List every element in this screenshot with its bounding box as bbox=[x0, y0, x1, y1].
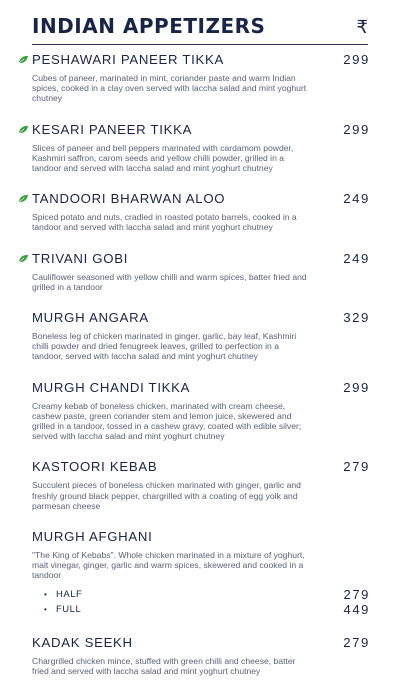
item-name: TANDOORI BHARWAN ALOO bbox=[32, 191, 226, 207]
veg-leaf-icon bbox=[18, 55, 32, 64]
menu-item-row bbox=[18, 529, 370, 544]
menu-item-row bbox=[18, 122, 370, 137]
item-price: 299 bbox=[343, 52, 370, 67]
item-name: MURGH CHANDI TIKKA bbox=[32, 379, 191, 395]
item-price: 329 bbox=[343, 310, 370, 326]
item-description: Cubes of paneer, marinated in mint, coriander paste and warm Indian spices, cooked in a clay oven served with laccha salad and mint yoghurt chutney bbox=[32, 73, 307, 104]
item-description: "The King of Kebabs". Whole chicken marinated in a mixture of yoghurt, malt vinegar, ginger, garlic and warm spices, skewered and cooked in a tandoor bbox=[32, 550, 305, 581]
menu-item bbox=[18, 529, 370, 617]
item-name: MURGH ANGARA bbox=[32, 310, 149, 326]
bullet-icon: • bbox=[44, 589, 47, 599]
item-name: MURGH AFGHANI bbox=[32, 529, 153, 545]
portion-price: 279 bbox=[343, 586, 370, 602]
item-price: 279 bbox=[343, 459, 370, 475]
menu-item bbox=[18, 122, 370, 174]
menu-item-row bbox=[18, 635, 370, 650]
bullet-icon: • bbox=[44, 604, 47, 614]
menu-item bbox=[18, 635, 370, 676]
menu-list bbox=[18, 52, 370, 694]
menu-header bbox=[32, 14, 368, 45]
portion-price: 449 bbox=[343, 601, 370, 617]
veg-leaf-icon bbox=[18, 254, 32, 263]
portion-option bbox=[32, 587, 370, 602]
portion-options bbox=[32, 587, 370, 617]
veg-leaf-icon bbox=[18, 125, 32, 134]
menu-item-row bbox=[18, 459, 370, 474]
menu-item-row bbox=[18, 251, 370, 266]
item-name: KESARI PANEER TIKKA bbox=[32, 121, 193, 137]
item-price: 279 bbox=[343, 634, 370, 650]
item-name: KASTOORI KEBAB bbox=[32, 459, 158, 475]
menu-item bbox=[18, 459, 370, 511]
item-description: Boneless leg of chicken marinated in ginger, garlic, bay leaf, Kashmiri chilli powder and dried fenugreek leaves, grilled to perfection in a tandoor, served with laccha salad and mint yoghurt chutney bbox=[32, 331, 297, 362]
item-price: 299 bbox=[343, 379, 370, 395]
portion-option bbox=[32, 602, 370, 617]
menu-item bbox=[18, 191, 370, 232]
item-description: Succulent pieces of boneless chicken marinated with ginger, garlic and freshly ground black pepper, chargrilled with a coating of egg yolk and parmesan cheese bbox=[32, 480, 301, 511]
currency-symbol: ₹ bbox=[356, 17, 368, 37]
portion-label: HALF bbox=[56, 588, 83, 600]
item-name: KADAK SEEKH bbox=[32, 634, 133, 650]
item-description: Slices of paneer and bell peppers marinated with cardamom powder, Kashmiri saffron, carom seeds and yellow chilli powder, grilled in a tandoor and served with laccha salad and mint yoghurt chutney bbox=[32, 142, 294, 174]
section-title: INDIAN APPETIZERS bbox=[32, 14, 266, 38]
menu-item-row bbox=[18, 380, 370, 395]
item-description: Creamy kebab of boneless chicken, marinated with cream cheese, cashew paste, green coriander stem and lemon juice, skewered and grilled in a tandoor, tossed in a cashew gravy, coated with edible silver; served with laccha salad and mint yoghurt chutney bbox=[32, 400, 302, 442]
portion-label: FULL bbox=[56, 603, 82, 615]
veg-leaf-icon bbox=[18, 194, 32, 203]
item-name: TRIVANI GOBI bbox=[32, 250, 129, 266]
item-description: Chargrilled chicken mince, stuffed with green chilli and cheese, batter fried and served with laccha salad and mint yoghurt chutney bbox=[32, 655, 296, 676]
item-price: 249 bbox=[343, 250, 370, 266]
menu-item bbox=[18, 310, 370, 362]
menu-item bbox=[18, 52, 370, 104]
item-price: 249 bbox=[343, 191, 370, 207]
item-description: Spiced potato and nuts, cradled in roasted potato barrels, cooked in a tandoor and served with laccha salad and mint yoghurt chutney bbox=[32, 212, 297, 233]
menu-item bbox=[18, 380, 370, 442]
item-name: PESHAWARI PANEER TIKKA bbox=[32, 52, 225, 67]
menu-item bbox=[18, 251, 370, 292]
item-price: 299 bbox=[343, 121, 370, 137]
menu-item-row bbox=[18, 191, 370, 206]
item-description: Cauliflower seasoned with yellow chilli and warm spices, batter fried and grilled in a tandoor bbox=[32, 271, 307, 292]
menu-item-row bbox=[18, 52, 370, 67]
menu-item-row bbox=[18, 310, 370, 325]
